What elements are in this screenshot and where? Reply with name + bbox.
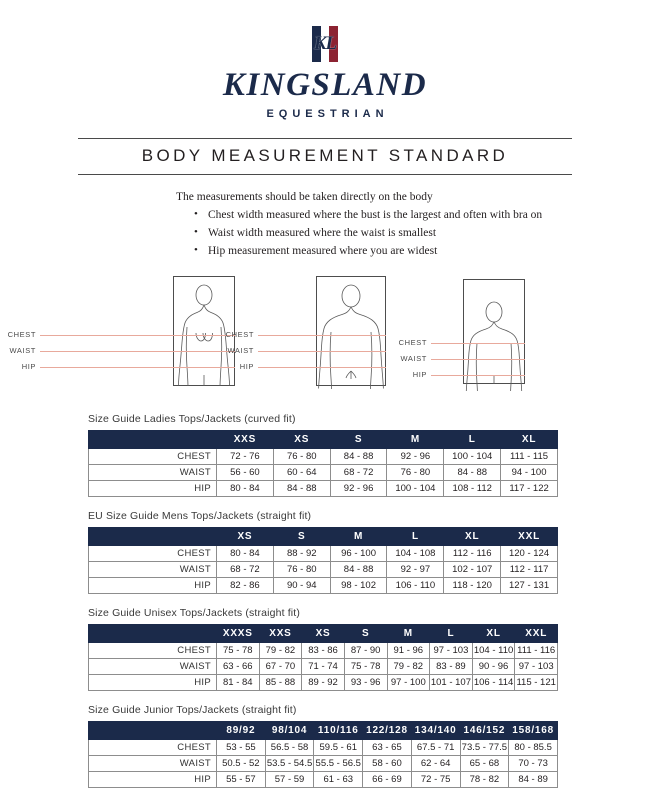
- size-table-unisex: [88, 607, 558, 691]
- measurement-cell: 92 - 96: [330, 480, 387, 496]
- table-row: [89, 561, 558, 577]
- measurement-cell: 87 - 90: [344, 642, 387, 658]
- page-title: BODY MEASUREMENT STANDARD: [141, 145, 509, 165]
- measurement-cell: 76 - 80: [273, 561, 330, 577]
- measurement-cell: 127 - 131: [501, 577, 558, 593]
- measurement-cell: 118 - 120: [444, 577, 501, 593]
- measurement-cell: 84 - 88: [330, 561, 387, 577]
- measurement-cell: 101 - 107: [430, 674, 473, 690]
- size-column-header: XL: [472, 624, 515, 642]
- measurement-cell: 75 - 78: [217, 642, 260, 658]
- size-column-header: L: [430, 624, 473, 642]
- measurement-cell: 83 - 86: [302, 642, 345, 658]
- measurement-row-label: HIP: [89, 771, 217, 787]
- measurement-cell: 83 - 89: [430, 658, 473, 674]
- measurement-cell: 79 - 82: [259, 642, 302, 658]
- size-table-junior: [88, 704, 558, 788]
- size-column-header: XS: [273, 430, 330, 448]
- size-column-header: L: [387, 527, 444, 545]
- kingsland-logo-icon: [312, 26, 338, 62]
- size-column-header: 110/116: [314, 721, 363, 739]
- measurement-cell: 53.5 - 54.5: [265, 755, 314, 771]
- junior-body-outline: [395, 271, 575, 399]
- measurement-cell: 85 - 88: [259, 674, 302, 690]
- table-caption: Size Guide Junior Tops/Jackets (straight fit): [88, 703, 297, 716]
- chest-label: CHEST: [398, 337, 427, 347]
- size-column-header: XS: [217, 527, 274, 545]
- size-column-header: XXXS: [217, 624, 260, 642]
- table-row: [89, 480, 558, 496]
- size-column-header: S: [344, 624, 387, 642]
- measurement-cell: 94 - 100: [501, 464, 558, 480]
- measurement-cell: 55.5 - 56.5: [314, 755, 363, 771]
- waist-label: WAIST: [227, 345, 254, 355]
- body-figures: [0, 271, 650, 399]
- size-table: [88, 527, 558, 594]
- measurement-cell: 104 - 108: [387, 545, 444, 561]
- size-column-header: XXS: [217, 430, 274, 448]
- measurement-cell: 92 - 96: [387, 448, 444, 464]
- measurement-cell: 55 - 57: [217, 771, 266, 787]
- size-column-header: M: [330, 527, 387, 545]
- measurement-cell: 70 - 73: [509, 755, 558, 771]
- size-column-header: 134/140: [411, 721, 460, 739]
- table-corner-cell: [89, 430, 217, 448]
- measurement-cell: 84 - 89: [509, 771, 558, 787]
- measurement-cell: 65 - 68: [460, 755, 509, 771]
- size-column-header: XXL: [501, 527, 558, 545]
- measurement-cell: 62 - 64: [411, 755, 460, 771]
- measurement-cell: 80 - 84: [217, 545, 274, 561]
- waist-label: WAIST: [9, 345, 36, 355]
- size-table: [88, 624, 558, 691]
- size-table: [88, 430, 558, 497]
- size-column-header: XL: [501, 430, 558, 448]
- measurement-cell: 72 - 75: [411, 771, 460, 787]
- measurement-row-label: WAIST: [89, 464, 217, 480]
- table-header-row: [89, 624, 558, 642]
- measurement-cell: 92 - 97: [387, 561, 444, 577]
- measurement-cell: 90 - 96: [472, 658, 515, 674]
- measurement-cell: 115 - 121: [515, 674, 558, 690]
- size-table-ladies: [88, 413, 558, 497]
- measurement-row-label: CHEST: [89, 448, 217, 464]
- table-row: [89, 739, 558, 755]
- hip-label: HIP: [412, 369, 427, 379]
- measurement-cell: 91 - 96: [387, 642, 430, 658]
- measurement-cell: 106 - 114: [472, 674, 515, 690]
- list-item: • Waist width measured where the waist is smallest: [194, 225, 650, 243]
- measurement-cell: 84 - 88: [273, 480, 330, 496]
- table-row: [89, 771, 558, 787]
- table-caption: Size Guide Unisex Tops/Jackets (straight fit): [88, 606, 300, 619]
- size-column-header: 158/168: [509, 721, 558, 739]
- size-column-header: M: [387, 430, 444, 448]
- measurement-cell: 67.5 - 71: [411, 739, 460, 755]
- measurement-cell: 68 - 72: [217, 561, 274, 577]
- measurement-cell: 100 - 104: [387, 480, 444, 496]
- ladies-figure: [0, 271, 250, 399]
- chest-measure-line: [40, 335, 235, 336]
- measurement-cell: 66 - 69: [363, 771, 412, 787]
- chest-measure-line: [431, 343, 525, 344]
- waist-label: WAIST: [400, 353, 427, 363]
- table-header-row: [89, 527, 558, 545]
- page-title-rule: [78, 138, 572, 175]
- size-column-header: 146/152: [460, 721, 509, 739]
- measurement-row-label: WAIST: [89, 755, 217, 771]
- table-row: [89, 577, 558, 593]
- measurement-row-label: CHEST: [89, 545, 217, 561]
- chest-label: CHEST: [7, 329, 36, 339]
- waist-measure-line: [431, 359, 525, 360]
- measurement-cell: 73.5 - 77.5: [460, 739, 509, 755]
- measurement-cell: 111 - 116: [515, 642, 558, 658]
- measurement-cell: 50.5 - 52: [217, 755, 266, 771]
- measurement-cell: 112 - 116: [444, 545, 501, 561]
- measurement-cell: 80 - 84: [217, 480, 274, 496]
- waist-measure-line: [40, 351, 235, 352]
- measurement-row-label: HIP: [89, 674, 217, 690]
- size-table: [88, 721, 558, 788]
- table-row: [89, 658, 558, 674]
- brand-subtitle: EQUESTRIAN: [266, 107, 389, 120]
- measurement-cell: 82 - 86: [217, 577, 274, 593]
- measurement-cell: 96 - 100: [330, 545, 387, 561]
- measurement-cell: 102 - 107: [444, 561, 501, 577]
- measurement-cell: 100 - 104: [444, 448, 501, 464]
- measurement-cell: 80 - 85.5: [509, 739, 558, 755]
- size-column-header: S: [330, 430, 387, 448]
- table-header-row: [89, 721, 558, 739]
- measurement-cell: 71 - 74: [302, 658, 345, 674]
- hip-measure-line: [258, 367, 386, 368]
- measurement-cell: 58 - 60: [363, 755, 412, 771]
- measurement-cell: 117 - 122: [501, 480, 558, 496]
- measurement-cell: 75 - 78: [344, 658, 387, 674]
- table-row: [89, 545, 558, 561]
- measurement-cell: 56 - 60: [217, 464, 274, 480]
- size-column-header: L: [444, 430, 501, 448]
- waist-measure-line: [258, 351, 386, 352]
- measurement-row-label: HIP: [89, 577, 217, 593]
- measurement-cell: 59.5 - 61: [314, 739, 363, 755]
- chest-measure-line: [258, 335, 386, 336]
- size-column-header: XL: [444, 527, 501, 545]
- measurement-row-label: WAIST: [89, 561, 217, 577]
- size-column-header: S: [273, 527, 330, 545]
- list-item: • Hip measurement measured where you are widest: [194, 243, 650, 261]
- measurement-cell: 89 - 92: [302, 674, 345, 690]
- measurement-cell: 111 - 115: [501, 448, 558, 464]
- table-caption: Size Guide Ladies Tops/Jackets (curved fit): [88, 412, 296, 425]
- table-row: [89, 755, 558, 771]
- chest-label: CHEST: [225, 329, 254, 339]
- hip-measure-line: [40, 367, 235, 368]
- measurement-cell: 78 - 82: [460, 771, 509, 787]
- instructions-list: [176, 207, 650, 260]
- size-column-header: M: [387, 624, 430, 642]
- measurement-cell: 72 - 76: [217, 448, 274, 464]
- measurement-row-label: CHEST: [89, 739, 217, 755]
- size-column-header: 122/128: [363, 721, 412, 739]
- measurement-cell: 81 - 84: [217, 674, 260, 690]
- table-header-row: [89, 430, 558, 448]
- instructions-lead: The measurements should be taken directly on the body: [176, 190, 433, 203]
- measurement-cell: 60 - 64: [273, 464, 330, 480]
- table-caption: EU Size Guide Mens Tops/Jackets (straight fit): [88, 509, 312, 522]
- measurement-instructions: [176, 189, 650, 261]
- measurement-cell: 93 - 96: [344, 674, 387, 690]
- measurement-cell: 67 - 70: [259, 658, 302, 674]
- measurement-row-label: WAIST: [89, 658, 217, 674]
- measurement-cell: 106 - 110: [387, 577, 444, 593]
- junior-figure: [395, 271, 575, 399]
- table-corner-cell: [89, 721, 217, 739]
- table-row: [89, 674, 558, 690]
- measurement-row-label: CHEST: [89, 642, 217, 658]
- measurement-cell: 68 - 72: [330, 464, 387, 480]
- measurement-cell: 90 - 94: [273, 577, 330, 593]
- size-column-header: 89/92: [217, 721, 266, 739]
- measurement-cell: 120 - 124: [501, 545, 558, 561]
- size-column-header: XS: [302, 624, 345, 642]
- size-table-mens: [88, 510, 558, 594]
- hip-measure-line: [431, 375, 525, 376]
- brand-wordmark: KINGSLAND: [222, 67, 428, 103]
- measurement-cell: 57 - 59: [265, 771, 314, 787]
- measurement-cell: 104 - 110: [472, 642, 515, 658]
- measurement-cell: 76 - 80: [273, 448, 330, 464]
- brand-header: [0, 0, 650, 120]
- measurement-cell: 56.5 - 58: [265, 739, 314, 755]
- measurement-cell: 61 - 63: [314, 771, 363, 787]
- measurement-cell: 108 - 112: [444, 480, 501, 496]
- measurement-cell: 97 - 103: [430, 642, 473, 658]
- measurement-cell: 63 - 65: [363, 739, 412, 755]
- measurement-cell: 84 - 88: [444, 464, 501, 480]
- measurement-cell: 63 - 66: [217, 658, 260, 674]
- measurement-cell: 97 - 103: [515, 658, 558, 674]
- list-item: • Chest width measured where the bust is the largest and often with bra on: [194, 207, 650, 225]
- hip-label: HIP: [239, 361, 254, 371]
- size-column-header: 98/104: [265, 721, 314, 739]
- measurement-cell: 84 - 88: [330, 448, 387, 464]
- table-corner-cell: [89, 527, 217, 545]
- emblem-monogram: KL: [313, 33, 337, 54]
- table-row: [89, 448, 558, 464]
- measurement-cell: 112 - 117: [501, 561, 558, 577]
- size-column-header: XXL: [515, 624, 558, 642]
- measurement-cell: 53 - 55: [217, 739, 266, 755]
- table-corner-cell: [89, 624, 217, 642]
- size-column-header: XXS: [259, 624, 302, 642]
- measurement-row-label: HIP: [89, 480, 217, 496]
- measurement-cell: 76 - 80: [387, 464, 444, 480]
- hip-label: HIP: [21, 361, 36, 371]
- table-row: [89, 464, 558, 480]
- measurement-cell: 98 - 102: [330, 577, 387, 593]
- measurement-cell: 79 - 82: [387, 658, 430, 674]
- measurement-cell: 97 - 100: [387, 674, 430, 690]
- table-row: [89, 642, 558, 658]
- measurement-cell: 88 - 92: [273, 545, 330, 561]
